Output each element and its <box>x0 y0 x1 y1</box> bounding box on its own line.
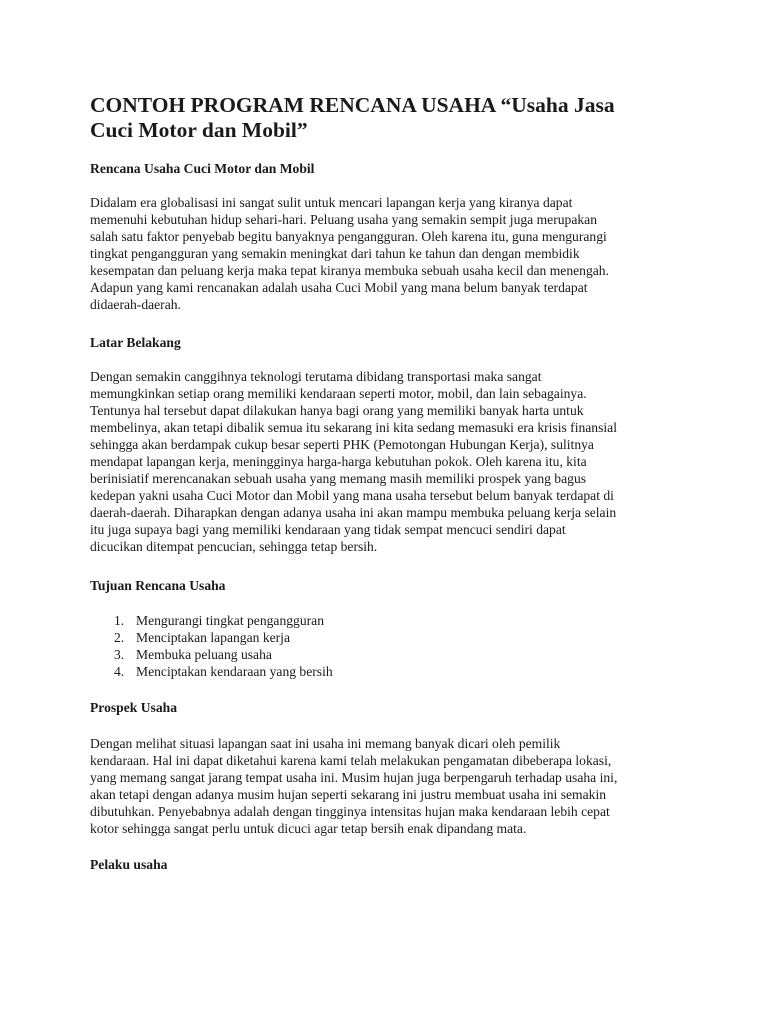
section-paragraph-latar-belakang: Dengan semakin canggihnya teknologi terutama dibidang transportasi maka sangat memungkinkan setiap orang memiliki kendaraan seperti motor, mobil, dan lain sebagainya. Tentunya hal tersebut dapat dilakukan hanya bagi orang yang memiliki banyak harta untuk membelinya, akan tetapi dibalik semua itu sekarang ini kita sedang memasuki era krisis finansial sehingga akan berdampak cukup besar seperti PHK (Pemotongan Hubungan Kerja), sulitnya mendapat lapangan kerja, meningginya harga-harga kebutuhan pokok. Oleh karena itu, kita berinisiatif merencanakan sebuah usaha yang memang masih memiliki prospek yang bagus kedepan yakni usaha Cuci Motor dan Mobil yang mana usaha tersebut belum banyak terdapat di daerah-daerah. Diharapkan dengan adanya usaha ini akan mampu membuka peluang kerja selain itu juga supaya bagi yang memiliki kendaraan yang tidak sempat mencuci sendiri dapat dicucikan ditempat pencucian, sehingga tetap bersih. <box>90 369 617 554</box>
list-item-text: Membuka peluang usaha <box>136 647 272 662</box>
section-heading-rencana-usaha: Rencana Usaha Cuci Motor dan Mobil <box>90 161 315 176</box>
section-heading-pelaku-usaha: Pelaku usaha <box>90 857 168 872</box>
list-item-number: 4. <box>114 664 125 679</box>
section-heading-prospek-usaha: Prospek Usaha <box>90 700 177 715</box>
list-item-number: 1. <box>114 613 125 628</box>
list-item-number: 3. <box>114 647 125 662</box>
list-item-text: Mengurangi tingkat pengangguran <box>136 613 324 628</box>
section-paragraph-rencana-usaha: Didalam era globalisasi ini sangat sulit untuk mencari lapangan kerja yang kiranya dapat memenuhi kebutuhan hidup sehari-hari. Peluang usaha yang semakin sempit juga merupakan salah satu faktor penyebab begitu banyaknya pengangguran. Oleh karena itu, guna mengurangi tingkat pengangguran yang semakin meningkat dari tahun ke tahun dan dengan membidik kesempatan dan peluang kerja maka tepat kiranya membuka sebuah usaha kecil dan menengah. Adapun yang kami rencanakan adalah usaha Cuci Mobil yang mana belum banyak terdapat didaerah-daerah. <box>90 195 609 312</box>
section-heading-tujuan: Tujuan Rencana Usaha <box>90 578 226 593</box>
section-paragraph-prospek-usaha: Dengan melihat situasi lapangan saat ini usaha ini memang banyak dicari oleh pemilik kendaraan. Hal ini dapat diketahui karena kami telah melakukan pengamatan dibeberapa lokasi, yang memang sangat jarang tempat usaha ini. Musim hujan juga berpengaruh terhadap usaha ini, akan tetapi dengan adanya musim hujan seperti sekarang ini justru membuat usaha ini semakin dibutuhkan. Penyebabnya adalah dengan tingginya intensitas hujan maka kendaraan lebih cepat kotor sehingga sangat perlu untuk dicuci agar tetap bersih enak dipandang mata. <box>90 736 618 836</box>
list-item-text: Menciptakan kendaraan yang bersih <box>136 664 333 679</box>
document-title: CONTOH PROGRAM RENCANA USAHA “Usaha Jasa Cuci Motor dan Mobil” <box>90 93 615 142</box>
list-item-text: Menciptakan lapangan kerja <box>136 630 290 645</box>
list-item-number: 2. <box>114 630 125 645</box>
section-heading-latar-belakang: Latar Belakang <box>90 335 181 350</box>
